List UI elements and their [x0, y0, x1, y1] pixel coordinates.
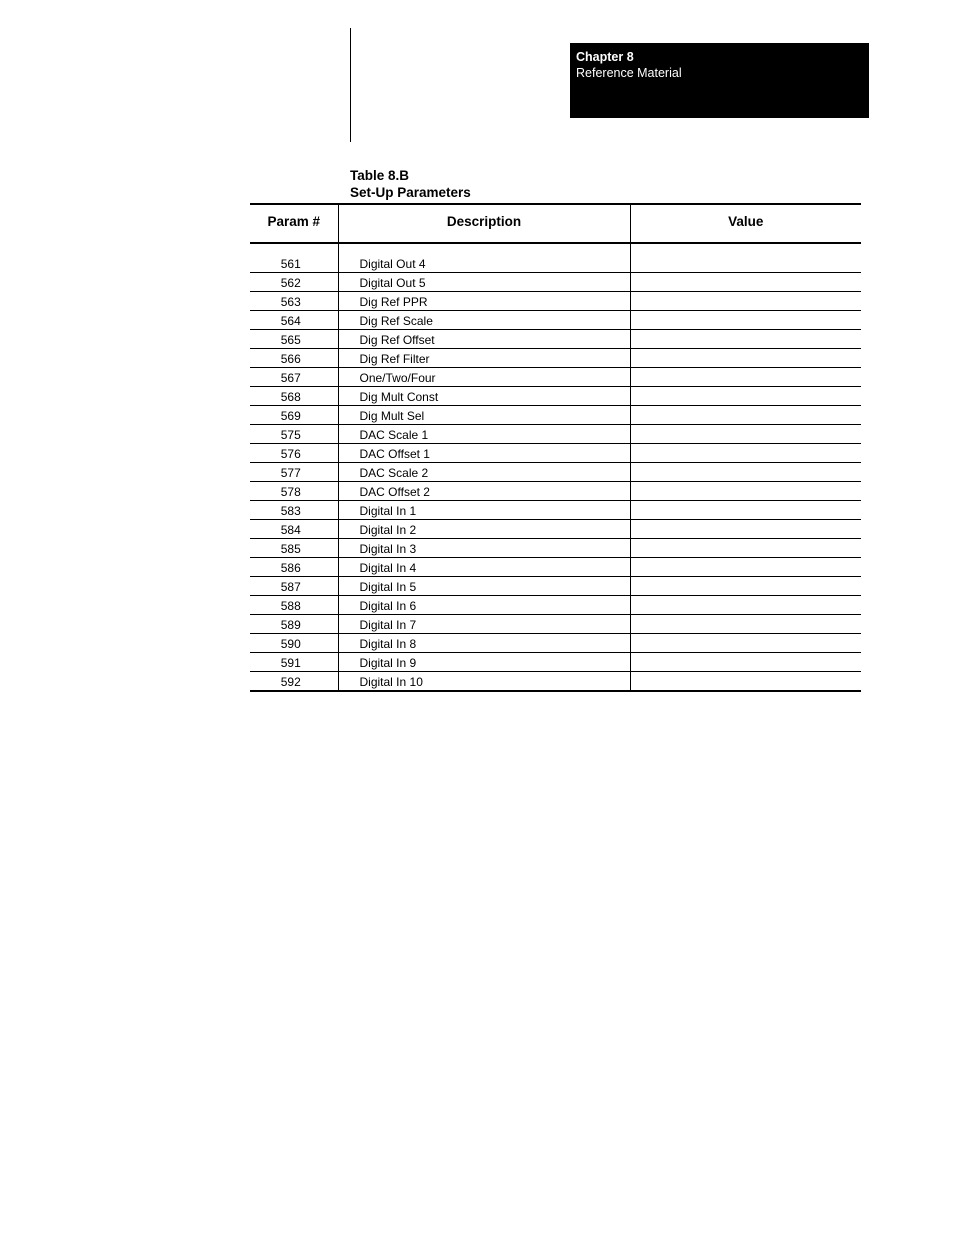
column-header-value: Value — [630, 204, 861, 243]
value-cell[interactable] — [630, 501, 861, 520]
param-number-cell: 587 — [250, 577, 338, 596]
table-header-row — [250, 204, 861, 243]
param-number-cell: 562 — [250, 273, 338, 292]
table-row — [250, 254, 861, 273]
table-row — [250, 406, 861, 425]
table-row — [250, 349, 861, 368]
value-cell[interactable] — [630, 463, 861, 482]
param-number-cell: 588 — [250, 596, 338, 615]
description-cell: Dig Ref Scale — [338, 311, 630, 330]
param-number-cell: 592 — [250, 672, 338, 692]
value-cell[interactable] — [630, 539, 861, 558]
value-cell[interactable] — [630, 615, 861, 634]
value-cell[interactable] — [630, 311, 861, 330]
value-cell[interactable] — [630, 273, 861, 292]
margin-rule — [350, 28, 351, 142]
description-cell: Dig Mult Const — [338, 387, 630, 406]
param-number-cell: 585 — [250, 539, 338, 558]
description-cell: DAC Scale 2 — [338, 463, 630, 482]
table-row — [250, 615, 861, 634]
setup-parameters-table-wrap — [250, 203, 861, 692]
param-number-cell: 590 — [250, 634, 338, 653]
value-cell[interactable] — [630, 634, 861, 653]
description-cell: Digital Out 5 — [338, 273, 630, 292]
value-cell[interactable] — [630, 653, 861, 672]
value-cell[interactable] — [630, 558, 861, 577]
description-cell: Digital In 7 — [338, 615, 630, 634]
column-header-param: Param # — [250, 204, 338, 243]
table-row — [250, 539, 861, 558]
description-cell: Dig Mult Sel — [338, 406, 630, 425]
value-cell[interactable] — [630, 520, 861, 539]
param-number-cell: 589 — [250, 615, 338, 634]
chapter-title: Reference Material — [576, 66, 682, 80]
table-row — [250, 520, 861, 539]
table-row — [250, 558, 861, 577]
description-cell: Digital In 5 — [338, 577, 630, 596]
value-cell[interactable] — [630, 368, 861, 387]
description-cell: Digital In 2 — [338, 520, 630, 539]
param-number-cell: 568 — [250, 387, 338, 406]
spacer-cell — [250, 243, 338, 254]
value-cell[interactable] — [630, 444, 861, 463]
column-header-description: Description — [338, 204, 630, 243]
description-cell: Digital In 8 — [338, 634, 630, 653]
table-row — [250, 672, 861, 692]
table-row — [250, 330, 861, 349]
param-number-cell: 564 — [250, 311, 338, 330]
description-cell: One/Two/Four — [338, 368, 630, 387]
description-cell: Dig Ref Filter — [338, 349, 630, 368]
param-number-cell: 583 — [250, 501, 338, 520]
param-number-cell: 576 — [250, 444, 338, 463]
param-number-cell: 563 — [250, 292, 338, 311]
table-spacer-row — [250, 243, 861, 254]
table-row — [250, 444, 861, 463]
description-cell: Digital Out 4 — [338, 254, 630, 273]
table-row — [250, 368, 861, 387]
table-row — [250, 482, 861, 501]
table-row — [250, 634, 861, 653]
value-cell[interactable] — [630, 482, 861, 501]
table-row — [250, 577, 861, 596]
table-row — [250, 501, 861, 520]
param-number-cell: 567 — [250, 368, 338, 387]
value-cell[interactable] — [630, 672, 861, 692]
table-body — [250, 243, 861, 691]
param-number-cell: 591 — [250, 653, 338, 672]
table-row — [250, 292, 861, 311]
param-number-cell: 575 — [250, 425, 338, 444]
value-cell[interactable] — [630, 349, 861, 368]
chapter-number: Chapter 8 — [576, 50, 634, 64]
description-cell: Dig Ref PPR — [338, 292, 630, 311]
value-cell[interactable] — [630, 406, 861, 425]
table-row — [250, 425, 861, 444]
description-cell: Digital In 6 — [338, 596, 630, 615]
param-number-cell: 565 — [250, 330, 338, 349]
description-cell: Digital In 10 — [338, 672, 630, 692]
table-row — [250, 387, 861, 406]
description-cell: DAC Offset 2 — [338, 482, 630, 501]
table-row — [250, 273, 861, 292]
value-cell[interactable] — [630, 254, 861, 273]
table-row — [250, 653, 861, 672]
table-row — [250, 311, 861, 330]
value-cell[interactable] — [630, 425, 861, 444]
param-number-cell: 566 — [250, 349, 338, 368]
table-number: Table 8.B — [350, 168, 410, 183]
param-number-cell: 561 — [250, 254, 338, 273]
param-number-cell: 578 — [250, 482, 338, 501]
table-row — [250, 596, 861, 615]
param-number-cell: 577 — [250, 463, 338, 482]
description-cell: Digital In 9 — [338, 653, 630, 672]
param-number-cell: 584 — [250, 520, 338, 539]
param-number-cell: 569 — [250, 406, 338, 425]
chapter-tab — [570, 43, 869, 118]
value-cell[interactable] — [630, 330, 861, 349]
table-caption — [350, 167, 471, 201]
description-cell: DAC Scale 1 — [338, 425, 630, 444]
value-cell[interactable] — [630, 577, 861, 596]
description-cell: Digital In 3 — [338, 539, 630, 558]
value-cell[interactable] — [630, 596, 861, 615]
description-cell: Digital In 4 — [338, 558, 630, 577]
value-cell[interactable] — [630, 387, 861, 406]
table-title: Set-Up Parameters — [350, 185, 471, 200]
spacer-cell — [338, 243, 630, 254]
table-row — [250, 463, 861, 482]
setup-parameters-table — [250, 203, 861, 692]
param-number-cell: 586 — [250, 558, 338, 577]
description-cell: DAC Offset 1 — [338, 444, 630, 463]
description-cell: Digital In 1 — [338, 501, 630, 520]
value-cell[interactable] — [630, 292, 861, 311]
spacer-cell — [630, 243, 861, 254]
description-cell: Dig Ref Offset — [338, 330, 630, 349]
